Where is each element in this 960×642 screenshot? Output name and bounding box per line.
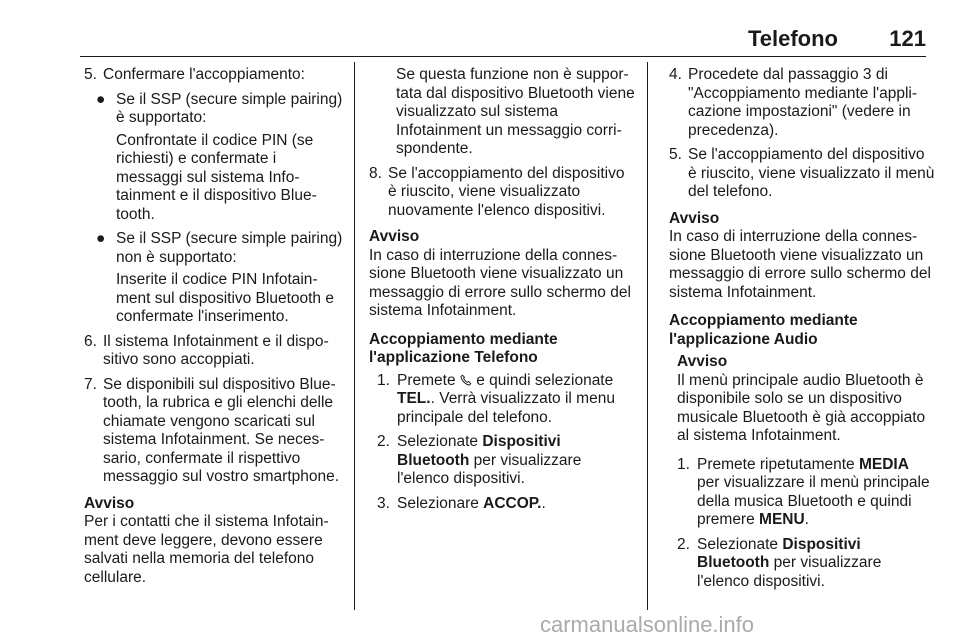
note-title: Avviso	[677, 353, 728, 370]
column-1	[84, 66, 346, 597]
note-text: In caso di interruzione della connessione Bluetooth viene visualizzato un messaggio di errore sullo schermo del sistema Infotainment.	[369, 246, 631, 319]
list-item-text: Se disponibili sul dispositivo Bluetooth, la rubrica e gli elenchi delle chiamate vengono scaricati sul sistema Infotainment. Se necessario, confermate il rispettivo messaggio sul vostro smartphone.	[103, 375, 340, 485]
list-item-text: Confermare l'accoppiamento:	[103, 66, 305, 83]
continued-text: Se questa funzione non è supportata dal dispositivo Bluetooth viene visualizzato sul sistema Infotainment un messaggio corrispondente.	[396, 66, 635, 157]
bullet-item-ssp-supported	[84, 91, 346, 225]
bullet-icon: ●	[96, 90, 106, 108]
list-item-7: 7. Se disponibili sul dispositivo Bluetooth, la rubrica e gli elenchi delle chiamate vengono scaricati sul sistema Infotainment. Se necessario, confermate il rispettivo messaggio sul vostro smartphone.	[84, 375, 340, 485]
list-item-5: 5. Confermare l'accoppiamento:	[84, 66, 305, 83]
step-3: 3. Selezionare ACCOP..	[377, 494, 546, 512]
note-text: In caso di interruzione della connessione Bluetooth viene visualizzato un messaggio di errore sullo schermo del sistema Infotainment.	[669, 228, 931, 301]
list-item-text: Procedete dal passaggio 3 di "Accoppiamento mediante l'applicazione impostazioni" (vedere in precedenza).	[688, 66, 918, 139]
step-1: 1. Premete ripetutamente MEDIA per visualizzare il menù principale della musica Bluetooth e quindi premere MENU.	[677, 455, 930, 528]
page-header	[80, 24, 926, 54]
note-title: Avviso	[84, 494, 135, 512]
audio-section-body	[669, 353, 935, 591]
step-2: 2. Selezionate Dispositivi Bluetooth per visualizzare l'elenco dispositivi.	[677, 535, 882, 590]
column-2	[369, 66, 635, 519]
step-1: 1. Premete e quindi selezionate TEL.. Verrà visualizzato il menu principale del telefono.	[377, 371, 615, 426]
bullet-text: Se il SSP (secure simple pairing) è supportato:	[116, 90, 343, 126]
note-text: Per i contatti che il sistema Infotainment deve leggere, devono essere salvati nella memoria del telefono cellulare.	[84, 513, 329, 586]
header-rule	[80, 56, 926, 57]
step-2: 2. Selezionate Dispositivi Bluetooth per visualizzare l'elenco dispositivi.	[377, 433, 582, 487]
bullet-icon: ●	[96, 230, 106, 247]
bullet-text: Se il SSP (secure simple pairing) non è supportato:	[116, 230, 343, 266]
list-item-text: Se l'accoppiamento del dispositivo è riuscito, viene visualizzato nuovamente l'elenco dispositivi.	[388, 164, 625, 219]
phone-icon	[460, 374, 472, 386]
bullet-item-ssp-not-supported	[84, 230, 346, 327]
column-divider-1	[354, 62, 355, 610]
list-item-8: 8. Se l'accoppiamento del dispositivo è riuscito, viene visualizzato nuovamente l'elenco dispositivi.	[369, 164, 625, 219]
section-title-audio-app: Accoppiamento mediante l'applicazione Audio	[669, 312, 858, 348]
watermark: carmanualsonline.info	[540, 612, 755, 637]
list-item-text: Se l'accoppiamento del dispositivo è riuscito, viene visualizzato il menù del telefono.	[688, 146, 935, 200]
bullet-subtext: Confrontate il codice PIN (se richiesti) e confermate i messaggi sul sistema Infotainment e il dispositivo Bluetooth.	[116, 131, 317, 223]
note-title: Avviso	[669, 209, 720, 227]
page-number: 121	[889, 26, 926, 51]
bullet-subtext: Inserite il codice PIN Infotainment sul dispositivo Bluetooth e confermate l'inserimento.	[116, 271, 334, 325]
list-item-text: Il sistema Infotainment e il dispositivo sono accoppiati.	[103, 332, 329, 368]
page-title: Telefono	[747, 26, 838, 51]
column-3	[669, 66, 935, 597]
list-item-6: 6. Il sistema Infotainment e il dispositivo sono accoppiati.	[84, 332, 329, 368]
column-divider-2	[647, 62, 648, 610]
note-text: Il menù principale audio Bluetooth è disponibile solo se un dispositivo musicale Bluetooth è già accoppiato al sistema Infotainment.	[677, 371, 926, 444]
steps-list	[369, 372, 635, 514]
section-title-phone-app: Accoppiamento mediante l'applicazione Telefono	[369, 330, 558, 366]
list-item-4: 4. Procedete dal passaggio 3 di "Accoppiamento mediante l'applicazione impostazioni" (vedere in precedenza).	[669, 66, 918, 139]
list-item-5: 5. Se l'accoppiamento del dispositivo è riuscito, viene visualizzato il menù del telefono.	[669, 146, 935, 200]
note-title: Avviso	[369, 228, 420, 245]
